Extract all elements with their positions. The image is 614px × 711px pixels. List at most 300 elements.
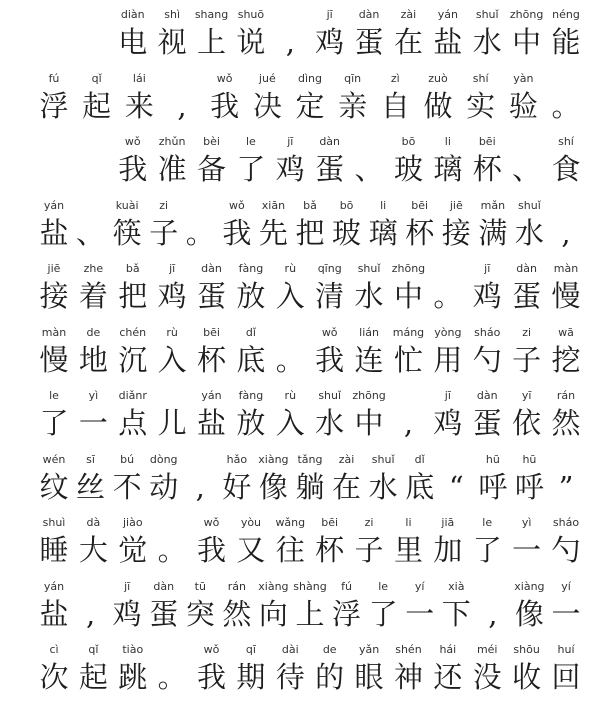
hanzi-character: 水 (354, 279, 384, 313)
pinyin-label: yī (521, 389, 532, 402)
hanzi-character: 的 (315, 660, 345, 694)
pinyin-label: dòng (149, 452, 178, 466)
pinyin-label: wǒ (203, 643, 220, 656)
hanzi-character: 自 (380, 88, 410, 123)
pinyin-label: qǐ (91, 71, 102, 85)
hanzi-character: 了 (472, 533, 502, 567)
hanzi-character: , (488, 596, 498, 631)
hanzi-character: 蛋 (512, 279, 542, 313)
hanzi-character: 又 (236, 533, 266, 567)
hanzi-character: 觉 (118, 533, 148, 567)
pinyin-label: shang (194, 8, 229, 21)
hanzi-character: 定 (295, 88, 325, 123)
pinyin-label: zì (390, 71, 400, 85)
pinyin-label: zhōng (391, 262, 426, 275)
pinyin-label: rù (284, 389, 297, 402)
ruby-cell (548, 389, 584, 445)
pinyin-label: le (378, 579, 389, 593)
pinyin-label: rù (166, 325, 178, 339)
pinyin-label: jī (484, 262, 491, 275)
text-line (36, 72, 584, 128)
pinyin-label: dàn (516, 262, 537, 275)
pinyin-label: máng (392, 325, 425, 339)
hanzi-character: 神 (393, 660, 423, 694)
hanzi-character: 把 (118, 279, 148, 313)
pinyin-label: bèi (203, 135, 220, 148)
pinyin-label: chén (119, 325, 147, 339)
pinyin-label: shuǐ (518, 198, 541, 212)
hanzi-character: 亲 (338, 88, 368, 123)
hanzi-character: 鸡 (315, 25, 345, 59)
hanzi-character: 盐 (433, 25, 463, 59)
ruby-cell (548, 262, 584, 318)
ruby-cell (548, 643, 584, 699)
text-line (36, 389, 584, 445)
hanzi-character: 我 (222, 215, 252, 250)
pinyin-label: zài (400, 8, 417, 21)
pinyin-label: tiào (122, 643, 144, 656)
hanzi-character: 鸡 (112, 596, 142, 631)
text-line (36, 135, 584, 191)
text-line (36, 8, 584, 64)
hanzi-character: 我 (197, 660, 227, 694)
hanzi-character: 玻 (332, 215, 362, 250)
pinyin-label: shí (558, 135, 574, 148)
pinyin-label: le (49, 389, 59, 402)
hanzi-character: 里 (393, 533, 423, 567)
hanzi-character: 筷 (112, 215, 142, 250)
hanzi-character: 蛋 (149, 596, 179, 631)
pinyin-label: zài (338, 452, 355, 466)
pinyin-label: zhǔn (158, 135, 186, 148)
pinyin-label: dàn (476, 389, 498, 402)
hanzi-character: “ (448, 469, 464, 504)
pinyin-label: shàng (293, 579, 327, 593)
pinyin-label: qīng (317, 262, 342, 275)
hanzi-character: 一 (551, 596, 581, 631)
hanzi-character: 鸡 (472, 279, 502, 313)
pinyin-label: shí (472, 71, 489, 85)
pinyin-label: jiē (449, 198, 463, 212)
text-line (36, 199, 584, 255)
pinyin-label: wā (558, 325, 574, 339)
pinyin-label: dàn (201, 262, 222, 275)
pinyin-label: shuǐ (318, 389, 342, 402)
pinyin-label: diǎnr (118, 389, 147, 402)
hanzi-character: 。 (551, 88, 581, 123)
pinyin-label: xià (448, 579, 465, 593)
hanzi-character: 来 (124, 88, 154, 123)
hanzi-character: 接 (441, 215, 471, 250)
hanzi-character: 待 (275, 660, 305, 694)
ruby-cell (390, 262, 426, 318)
hanzi-character: 鸡 (157, 279, 187, 313)
pinyin-label: zi (522, 325, 532, 339)
hanzi-character: 了 (236, 152, 266, 186)
ruby-cell (438, 580, 474, 636)
pinyin-label: dàn (358, 8, 380, 21)
hanzi-character: , (403, 406, 414, 440)
pinyin-label: qīn (344, 71, 362, 85)
hanzi-character: 璃 (368, 215, 398, 250)
hanzi-character: 浮 (332, 596, 362, 631)
hanzi-character: 往 (275, 533, 305, 567)
pinyin-label: zi (364, 516, 374, 529)
hanzi-character: 杯 (472, 152, 502, 186)
pinyin-label: sháo (552, 516, 580, 529)
pinyin-label: bō (401, 135, 416, 148)
ruby-cell (121, 72, 157, 128)
hanzi-character: 还 (433, 660, 463, 694)
hanzi-character: 上 (295, 596, 325, 631)
hanzi-character: 鸡 (433, 406, 463, 440)
hanzi-character: , (561, 215, 571, 250)
hanzi-character: 。 (157, 660, 187, 694)
hanzi-character: 。 (275, 342, 305, 377)
hanzi-character: 盐 (39, 215, 69, 250)
hanzi-character: 一 (78, 406, 108, 440)
pinyin-label: hū (522, 452, 537, 466)
hanzi-character: 杯 (197, 342, 227, 377)
hanzi-character: 底 (405, 469, 435, 504)
hanzi-character: 鸡 (275, 152, 305, 186)
ruby-cell (146, 453, 182, 509)
pinyin-label: jué (258, 71, 276, 85)
pinyin-label: yán (437, 8, 458, 21)
pinyin-label: yòng (434, 325, 462, 339)
ruby-cell (351, 389, 387, 445)
text-line (36, 453, 584, 509)
pinyin-label: zhōng (509, 8, 544, 21)
pinyin-label: le (482, 516, 493, 529)
hanzi-character: 没 (472, 660, 502, 694)
hanzi-character: 先 (258, 215, 288, 250)
hanzi-character: 浮 (39, 88, 69, 123)
hanzi-character: 。 (433, 279, 463, 313)
pinyin-label: dǐ (414, 452, 425, 466)
pinyin-label: hǎo (226, 452, 248, 466)
pinyin-label: cì (49, 643, 59, 656)
pinyin-label: bēi (411, 198, 429, 212)
hanzi-character: 。 (157, 533, 187, 567)
hanzi-character: 不 (112, 469, 142, 504)
hanzi-character: 沉 (118, 342, 148, 377)
hanzi-character: 水 (472, 25, 502, 59)
pinyin-label: li (444, 135, 451, 148)
hanzi-character: 像 (258, 469, 288, 504)
hanzi-character: 蛋 (315, 152, 345, 186)
hanzi-character: 。 (185, 215, 215, 250)
hanzi-character: 蛋 (472, 406, 502, 440)
hanzi-character: 能 (551, 25, 581, 59)
hanzi-character: 入 (275, 279, 305, 313)
hanzi-character: 视 (157, 25, 187, 59)
pinyin-label: xiàng (258, 452, 289, 466)
pinyin-label: rán (227, 579, 246, 593)
hanzi-character: 清 (315, 279, 345, 313)
hanzi-character: 好 (222, 469, 252, 504)
pinyin-label: yán (201, 389, 222, 402)
hanzi-character: 起 (78, 660, 108, 694)
hanzi-character: 收 (512, 660, 542, 694)
hanzi-character: 我 (210, 88, 240, 123)
hanzi-character: 慢 (551, 279, 581, 313)
hanzi-character: 下 (441, 596, 471, 631)
pinyin-label: mǎn (480, 198, 506, 212)
text-line (36, 580, 584, 636)
hanzi-character: 食 (551, 152, 581, 186)
pinyin-label: jiā (441, 516, 455, 529)
hanzi-character: 地 (78, 342, 108, 377)
ruby-cell (36, 199, 72, 255)
pinyin-label: zuò (428, 71, 448, 85)
hanzi-character: 璃 (433, 152, 463, 186)
pinyin-label: kuài (115, 198, 139, 212)
pinyin-label: bēi (478, 135, 496, 148)
hanzi-character: 上 (197, 25, 227, 59)
hanzi-character: 向 (258, 596, 288, 631)
hanzi-character: 杯 (405, 215, 435, 250)
hanzi-character: 纹 (39, 469, 69, 504)
ruby-cell (312, 135, 348, 191)
hanzi-character: 说 (236, 25, 266, 59)
hanzi-character: 底 (236, 342, 266, 377)
hanzi-character: 、 (354, 152, 384, 186)
text-line (36, 643, 584, 699)
hanzi-character: 我 (197, 533, 227, 567)
pinyin-label: jī (287, 135, 294, 148)
pinyin-label: wǒ (203, 516, 220, 529)
hanzi-character: 动 (149, 469, 179, 504)
hanzi-character: 起 (82, 88, 112, 123)
pinyin-label: wǒ (321, 325, 338, 339)
pinyin-label: dàn (153, 579, 175, 593)
hanzi-character: 、 (512, 152, 542, 186)
pinyin-label: jī (124, 579, 131, 593)
pinyin-label: shuō (237, 8, 265, 21)
hanzi-character: 入 (275, 406, 305, 440)
text-line (36, 516, 584, 572)
hanzi-character: 盐 (39, 596, 69, 631)
pinyin-label: de (322, 643, 337, 656)
hanzi-character: 验 (508, 88, 538, 123)
hanzi-character: 水 (368, 469, 398, 504)
hanzi-character: , (85, 596, 96, 631)
hanzi-character: 像 (514, 596, 544, 631)
ruby-cell (233, 326, 269, 382)
pinyin-label: shén (395, 643, 422, 656)
hanzi-character: 蛋 (354, 25, 384, 59)
hanzi-character: 儿 (157, 406, 187, 440)
hanzi-character: 子 (512, 342, 542, 377)
hanzi-character: 回 (551, 660, 581, 694)
hanzi-character: 入 (157, 342, 187, 377)
hanzi-character: 子 (354, 533, 384, 567)
pinyin-label: shuì (42, 516, 66, 529)
pinyin-label: yí (414, 579, 425, 593)
ruby-cell (548, 516, 584, 572)
pinyin-label: wǒ (228, 198, 245, 212)
pinyin-label: yǎn (358, 643, 380, 656)
hanzi-character: 着 (78, 279, 108, 313)
pinyin-label: dài (281, 643, 299, 656)
hanzi-character: 勺 (551, 533, 581, 567)
pinyin-label: hū (485, 452, 500, 466)
hanzi-character: 水 (514, 215, 544, 250)
hanzi-character: 备 (197, 152, 227, 186)
hanzi-character: 次 (39, 660, 69, 694)
pinyin-label: dìng (298, 71, 322, 85)
pinyin-label: dàn (319, 135, 341, 148)
pinyin-label: lián (359, 325, 379, 339)
pinyin-label: bú (120, 452, 135, 466)
hanzi-character: 、 (76, 215, 106, 250)
hanzi-character: 蛋 (197, 279, 227, 313)
text-line (36, 262, 584, 318)
pinyin-label: jiē (47, 262, 61, 275)
hanzi-character: 呼 (478, 469, 508, 504)
hanzi-character: 放 (236, 279, 266, 313)
pinyin-label: zhōng (352, 389, 386, 402)
pinyin-label: wǒ (216, 71, 233, 85)
hanzi-character: 我 (315, 342, 345, 377)
pinyin-label: yán (43, 198, 65, 212)
hanzi-character: 加 (433, 533, 463, 567)
pinyin-label: shōu (513, 643, 540, 656)
hanzi-character: 期 (236, 660, 266, 694)
hanzi-character: 玻 (393, 152, 423, 186)
ruby-cell (511, 199, 547, 255)
hanzi-character: 做 (423, 88, 453, 123)
hanzi-character: 电 (118, 25, 148, 59)
pinyin-label: yí (561, 579, 571, 593)
hanzi-character: 连 (354, 342, 384, 377)
pinyin-label: fàng (238, 262, 264, 275)
hanzi-character: 子 (149, 215, 179, 250)
hanzi-character: , (195, 469, 205, 504)
pinyin-label: yì (521, 516, 532, 529)
hanzi-character: 决 (252, 88, 282, 123)
pinyin-label: bǎ (303, 198, 317, 212)
hanzi-character: 挖 (551, 342, 581, 377)
pinyin-label: wǒ (124, 135, 141, 148)
hanzi-character: 跳 (118, 660, 148, 694)
pinyin-label: zhe (83, 262, 104, 275)
hanzi-character: 中 (354, 406, 384, 440)
hanzi-character: 大 (78, 533, 108, 567)
pinyin-label: zi (159, 198, 169, 212)
hanzi-character: 满 (478, 215, 508, 250)
pinyin-label: bēi (203, 325, 220, 339)
hanzi-character: 眼 (354, 660, 384, 694)
pinyin-label: le (246, 135, 256, 148)
ruby-cell (115, 389, 151, 445)
hanzi-character: 盐 (197, 406, 227, 440)
pinyin-label: xiān (261, 198, 286, 212)
ruby-cell (146, 199, 182, 255)
ruby-cell (36, 580, 72, 636)
pinyin-label: li (405, 516, 412, 529)
pinyin-label: méi (476, 643, 498, 656)
hanzi-character: 中 (512, 25, 542, 59)
text-line (36, 326, 584, 382)
hanzi-character: 我 (118, 152, 148, 186)
pinyin-label: diàn (120, 8, 145, 21)
pinyin-label: shì (164, 8, 181, 21)
pinyin-label: néng (552, 8, 580, 21)
pinyin-label: jī (444, 389, 451, 402)
hanzi-character: 丝 (76, 469, 106, 504)
pinyin-label: màn (553, 262, 579, 275)
pinyin-label: tū (194, 579, 206, 593)
hanzi-character: 在 (332, 469, 362, 504)
hanzi-character: 准 (157, 152, 187, 186)
hanzi-character: 在 (393, 25, 423, 59)
pinyin-label: bēi (321, 516, 339, 529)
pinyin-label: sháo (474, 325, 501, 339)
pinyin-label: qī (245, 643, 256, 656)
hanzi-character: 依 (512, 406, 542, 440)
pinyin-label: shuǐ (475, 8, 499, 21)
pinyin-label: bō (339, 198, 354, 212)
hanzi-character: 突 (185, 596, 215, 631)
pinyin-label: lái (132, 71, 146, 85)
hanzi-character: 睡 (39, 533, 69, 567)
hanzi-character: 呼 (514, 469, 544, 504)
pinyin-label: bǎ (125, 262, 140, 275)
pinyin-label: wǎng (275, 516, 306, 529)
hanzi-character: 实 (466, 88, 496, 123)
ruby-cell (511, 453, 547, 509)
pinyin-label: màn (41, 325, 67, 339)
hanzi-character: 水 (315, 406, 345, 440)
ruby-cell (548, 72, 584, 128)
hanzi-character: 慢 (39, 342, 69, 377)
pinyin-label: shuǐ (371, 452, 395, 466)
ruby-cell (548, 135, 584, 191)
hanzi-character: 了 (39, 406, 69, 440)
ruby-cell (548, 580, 584, 636)
pinyin-label: qǐ (88, 643, 99, 656)
ruby-cell (505, 72, 541, 128)
hanzi-character: 一 (512, 533, 542, 567)
pinyin-label: fú (341, 579, 352, 593)
ruby-cell (548, 453, 584, 509)
ruby-cell (233, 8, 269, 64)
hanzi-character: 一 (405, 596, 435, 631)
pinyin-label: jiào (122, 516, 143, 529)
ruby-cell (115, 643, 151, 699)
pinyin-label: li (380, 198, 387, 212)
hanzi-character: , (285, 25, 295, 59)
pinyin-label: dà (86, 516, 101, 529)
ruby-cell (548, 199, 584, 255)
pinyin-label: shuǐ (357, 262, 381, 275)
pinyin-label: dǐ (245, 325, 256, 339)
hanzi-character: 把 (295, 215, 325, 250)
ruby-cell (548, 326, 584, 382)
pinyin-label: de (86, 325, 101, 339)
pinyin-label: fàng (238, 389, 264, 402)
pinyin-label: jī (169, 262, 176, 275)
hanzi-character: 勺 (472, 342, 502, 377)
hanzi-character: 接 (39, 279, 69, 313)
hanzi-character: 用 (433, 342, 463, 377)
pinyin-label: xiàng (258, 579, 289, 593)
hanzi-character: 然 (222, 596, 252, 631)
pinyin-label: wén (42, 452, 66, 466)
ruby-cell (115, 516, 151, 572)
